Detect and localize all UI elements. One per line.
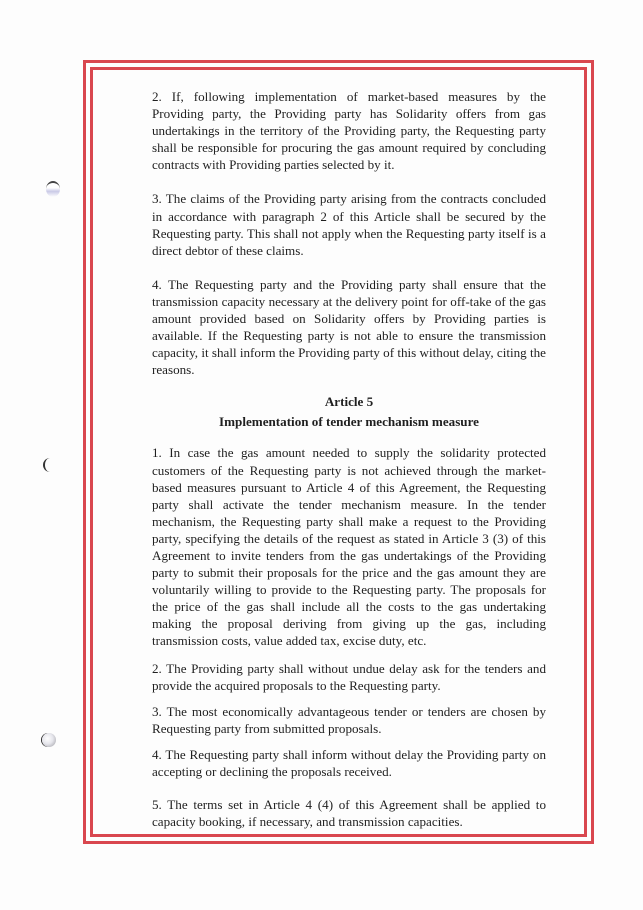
article-heading [152, 392, 546, 432]
article5-paragraph-2: 2. The Providing party shall without undue delay ask for the tenders and provide the acquired proposals to the Requesting party. [152, 660, 546, 693]
punch-hole-top [46, 181, 60, 197]
article5-paragraph-1: 1. In case the gas amount needed to supply the solidarity protected customers of the Requesting party is not achieved through the market-based measures pursuant to Article 4 of this Agreement, the Requesting party shall activate the tender mechanism measure. In the tender mechanism, the Requesting party shall make a request to the Providing party, specifying the details of the request as stated in Article 3 (3) of this Agreement to invite tenders from the gas undertakings of the Providing party to submit their proposals for the price and the gas amount they are voluntarily willing to provide to the Requesting party. The proposals for the price of the gas shall include all the costs to the gas undertaking making the proposal deriving from giving up the gas, including transmission costs, value added tax, excise duty, etc. [152, 445, 546, 649]
article-title: Implementation of tender mechanism measure [219, 414, 479, 430]
punch-hole-middle [43, 458, 57, 472]
document-body [152, 88, 546, 847]
article5-paragraph-3: 3. The most economically advantageous tender or tenders are chosen by Requesting party from submitted proposals. [152, 703, 546, 736]
paragraph-2: 2. If, following implementation of market-based measures by the Providing party, the Providing party has Solidarity offers from gas undertakings in the territory of the Providing party, the Requesting party shall be responsible for procuring the gas amount required by concluding contracts with Providing parties selected by it. [152, 89, 546, 173]
article-number: Article 5 [324, 394, 374, 410]
punch-hole-bottom [42, 733, 56, 747]
paragraph-3: 3. The claims of the Providing party arising from the contracts concluded in accordance with paragraph 2 of this Article shall be secured by the Requesting party. This shall not apply when the Requesting party itself is a direct debtor of these claims. [152, 191, 546, 258]
article5-paragraph-4: 4. The Requesting party shall inform without delay the Providing party on accepting or declining the proposals received. [152, 746, 546, 779]
article5-paragraph-5: 5. The terms set in Article 4 (4) of this Agreement shall be applied to capacity booking, if necessary, and transmission capacities. [152, 797, 546, 830]
paragraph-4: 4. The Requesting party and the Providing party shall ensure that the transmission capacity necessary at the delivery point for off-take of the gas amount provided based on Solidarity offers by Providing parties is available. If the Requesting party is not able to ensure the transmission capacity, it shall inform the Providing party of this without delay, citing the reasons. [152, 276, 546, 378]
